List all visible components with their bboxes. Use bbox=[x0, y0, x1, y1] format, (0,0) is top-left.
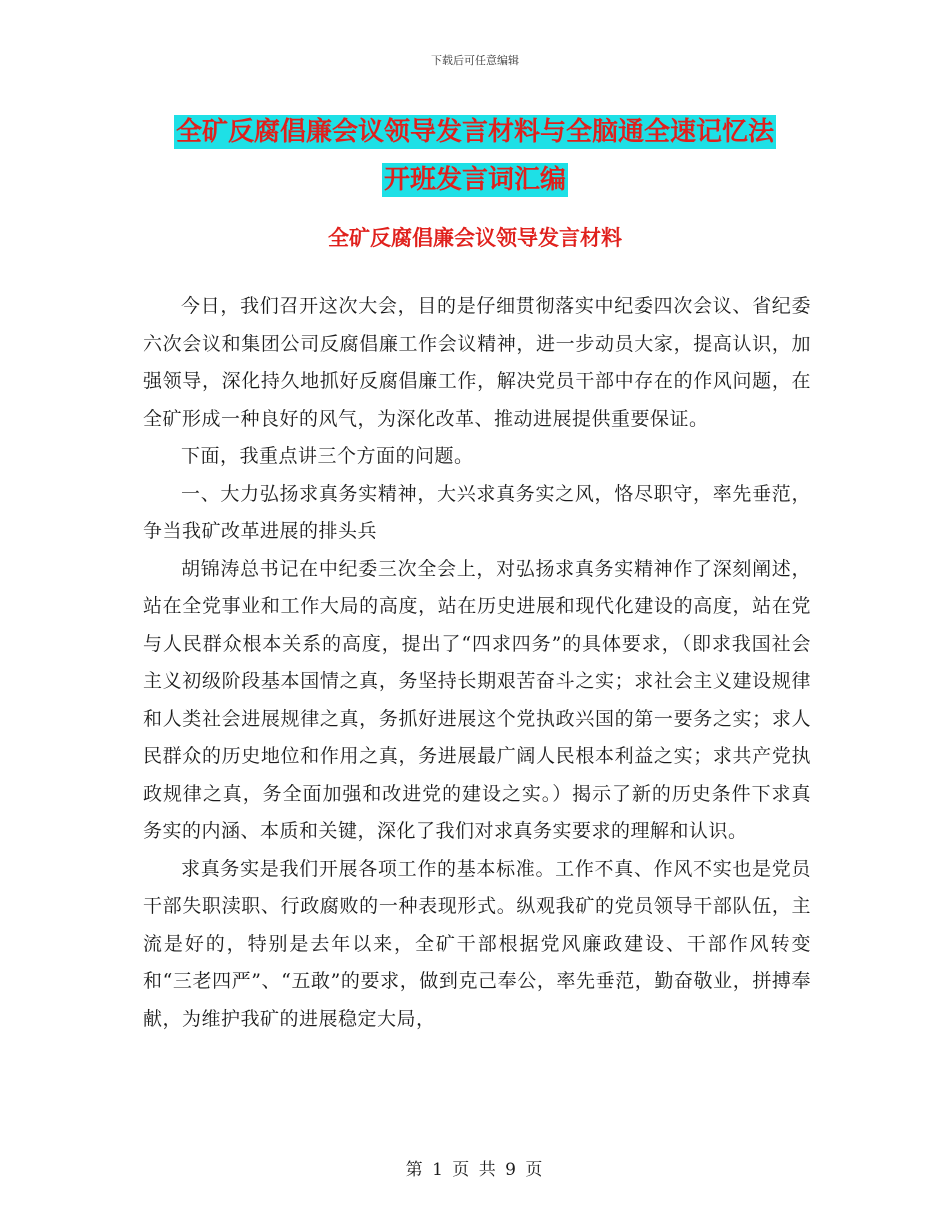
page-number: 第 1 页 共 9 页 bbox=[405, 1160, 545, 1180]
paragraph: 一、大力弘扬求真务实精神，大兴求真务实之风，恪尽职守，率先垂范，争当我矿改革进展的排头兵 bbox=[143, 482, 811, 542]
document-title bbox=[0, 108, 950, 204]
paragraph: 胡锦涛总书记在中纪委三次全会上，对弘扬求真务实精神作了深刻阐述，站在全党事业和工作大局的高度，站在历史进展和现代化建设的高度，站在党与人民群众根本关系的高度，提出了“四求四务”的具体要求，（即求我国社会主义初级阶段基本国情之真，务坚持长期艰苦奋斗之实；求社会主义建设规律和人类社会进展规律之真，务抓好进展这个党执政兴国的第一要务之实；求人民群众的历史地位和作用之真，务进展最广阔人民根本利益之实；求共产党执政规律之真，务全面加强和改进党的建设之实。）揭示了新的历史条件下求真务实的内涵、本质和关键，深化了我们对求真务实要求的理解和认识。 bbox=[143, 557, 811, 842]
paragraph: 今日，我们召开这次大会，目的是仔细贯彻落实中纪委四次会议、省纪委六次会议和集团公司反腐倡廉工作会议精神，进一步动员大家，提高认识，加强领导，深化持久地抓好反腐倡廉工作，解决党员干部中存在的作风问题，在全矿形成一种良好的风气，为深化改革、推动进展提供重要保证。 bbox=[143, 295, 811, 430]
paragraph: 下面，我重点讲三个方面的问题。 bbox=[181, 445, 474, 467]
document-body bbox=[143, 288, 811, 1038]
document-title-line-2: 开班发言词汇编 bbox=[383, 165, 566, 195]
page-header-note: 下载后可任意编辑 bbox=[431, 54, 519, 67]
paragraph: 求真务实是我们开展各项工作的基本标准。工作不真、作风不实也是党员干部失职渎职、行政腐败的一种表现形式。纵观我矿的党员领导干部队伍，主流是好的，特别是去年以来，全矿干部根据党风廉政建设、干部作风转变和“三老四严”、“五敢”的要求，做到克己奉公，率先垂范，勤奋敬业，拼搏奉献，为维护我矿的进展稳定大局， bbox=[143, 857, 811, 1030]
document-title-line-1: 全矿反腐倡廉会议领导发言材料与全脑通全速记忆法 bbox=[175, 117, 774, 147]
section-heading: 全矿反腐倡廉会议领导发言材料 bbox=[328, 226, 622, 250]
